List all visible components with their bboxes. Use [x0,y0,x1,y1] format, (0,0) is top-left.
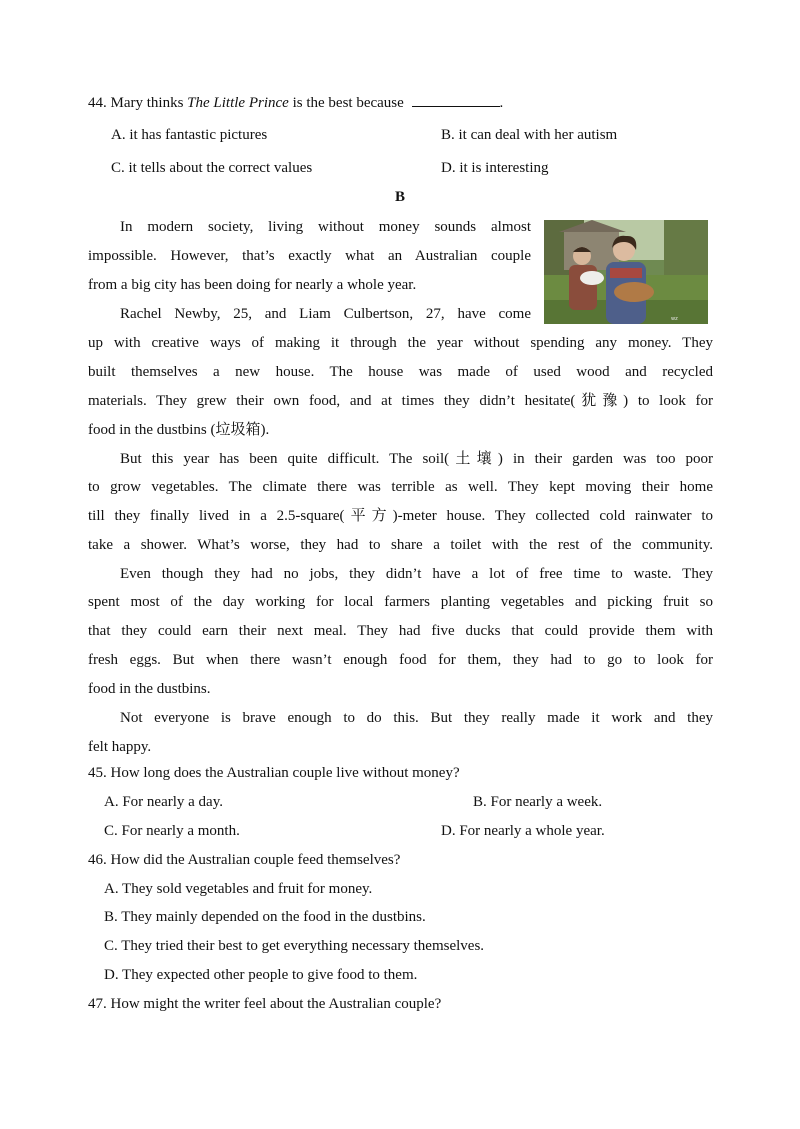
section-heading: B [394,189,405,205]
passage-line-7: materials. They grew their own food, and at times they didn’t hesitate(犹豫) to look for [88,393,713,409]
question-44-option-d: D. it is interesting [441,160,549,176]
question-46-option-a: A. They sold vegetables and fruit for money. [104,881,373,897]
couple-photo-illustration [544,220,708,324]
passage-line-12: take a shower. What’s worse, they had to share a toilet with the rest of the community. [88,537,713,553]
passage-line-3: from a big city has been doing for nearly a whole year. [88,277,417,293]
question-44-stem-end: . [499,95,504,111]
question-44-stem-post: is the best because [288,95,408,111]
answer-blank [412,94,500,107]
question-44-stem [88,94,503,112]
question-46-option-c: C. They tried their best to get everything necessary themselves. [104,938,485,954]
question-44-stem-pre: 44. Mary thinks [88,95,188,111]
passage-line-10: to grow vegetables. The climate there was terrible as well. They kept moving their home [88,479,713,495]
question-46-stem: 46. How did the Australian couple feed themselves? [88,852,401,868]
passage-line-11: till they finally lived in a 2.5-square(平方)-meter house. They collected cold rainwater to [88,508,713,524]
question-46-option-d: D. They expected other people to give food to them. [104,967,418,983]
passage-line-19: felt happy. [88,739,152,755]
question-45-stem: 45. How long does the Australian couple live without money? [88,765,460,781]
passage-line-14: spent most of the day working for local farmers planting vegetables and picking fruit so [88,594,713,610]
passage-line-15: that they could earn their next meal. They had five ducks that could provide them with [88,623,713,639]
question-45-option-c: C. For nearly a month. [104,823,240,839]
question-45-option-a: A. For nearly a day. [104,794,223,810]
question-46-option-b: B. They mainly depended on the food in the dustbins. [104,909,426,925]
question-44-option-c: C. it tells about the correct values [111,160,313,176]
passage-line-13: Even though they had no jobs, they didn’t have a lot of free time to waste. They [120,566,713,582]
passage-line-2: impossible. However, that’s exactly what an Australian couple [88,248,531,264]
svg-text:wz: wz [671,316,678,322]
passage-line-6: built themselves a new house. The house was made of used wood and recycled [88,364,713,380]
passage-line-5: up with creative ways of making it through the year without spending any money. They [88,335,713,351]
question-44-option-b: B. it can deal with her autism [441,127,618,143]
passage-line-9: But this year has been quite difficult. The soil(土壤) in their garden was too poor [120,451,713,467]
question-47-stem: 47. How might the writer feel about the Australian couple? [88,996,442,1012]
question-45-option-b: B. For nearly a week. [473,794,603,810]
passage-line-18: Not everyone is brave enough to do this. But they really made it work and they [120,710,713,726]
couple-photo [544,220,708,324]
book-title: The Little Prince [187,95,289,111]
passage-line-8: food in the dustbins (垃圾箱). [88,422,270,438]
question-45-option-d: D. For nearly a whole year. [441,823,605,839]
question-44-option-a: A. it has fantastic pictures [111,127,268,143]
passage-line-4: Rachel Newby, 25, and Liam Culbertson, 27, have come [120,306,531,322]
passage-line-17: food in the dustbins. [88,681,211,697]
passage-line-1: In modern society, living without money sounds almost [120,219,531,235]
passage-line-16: fresh eggs. But when there wasn’t enough food for them, they had to go to look for [88,652,713,668]
